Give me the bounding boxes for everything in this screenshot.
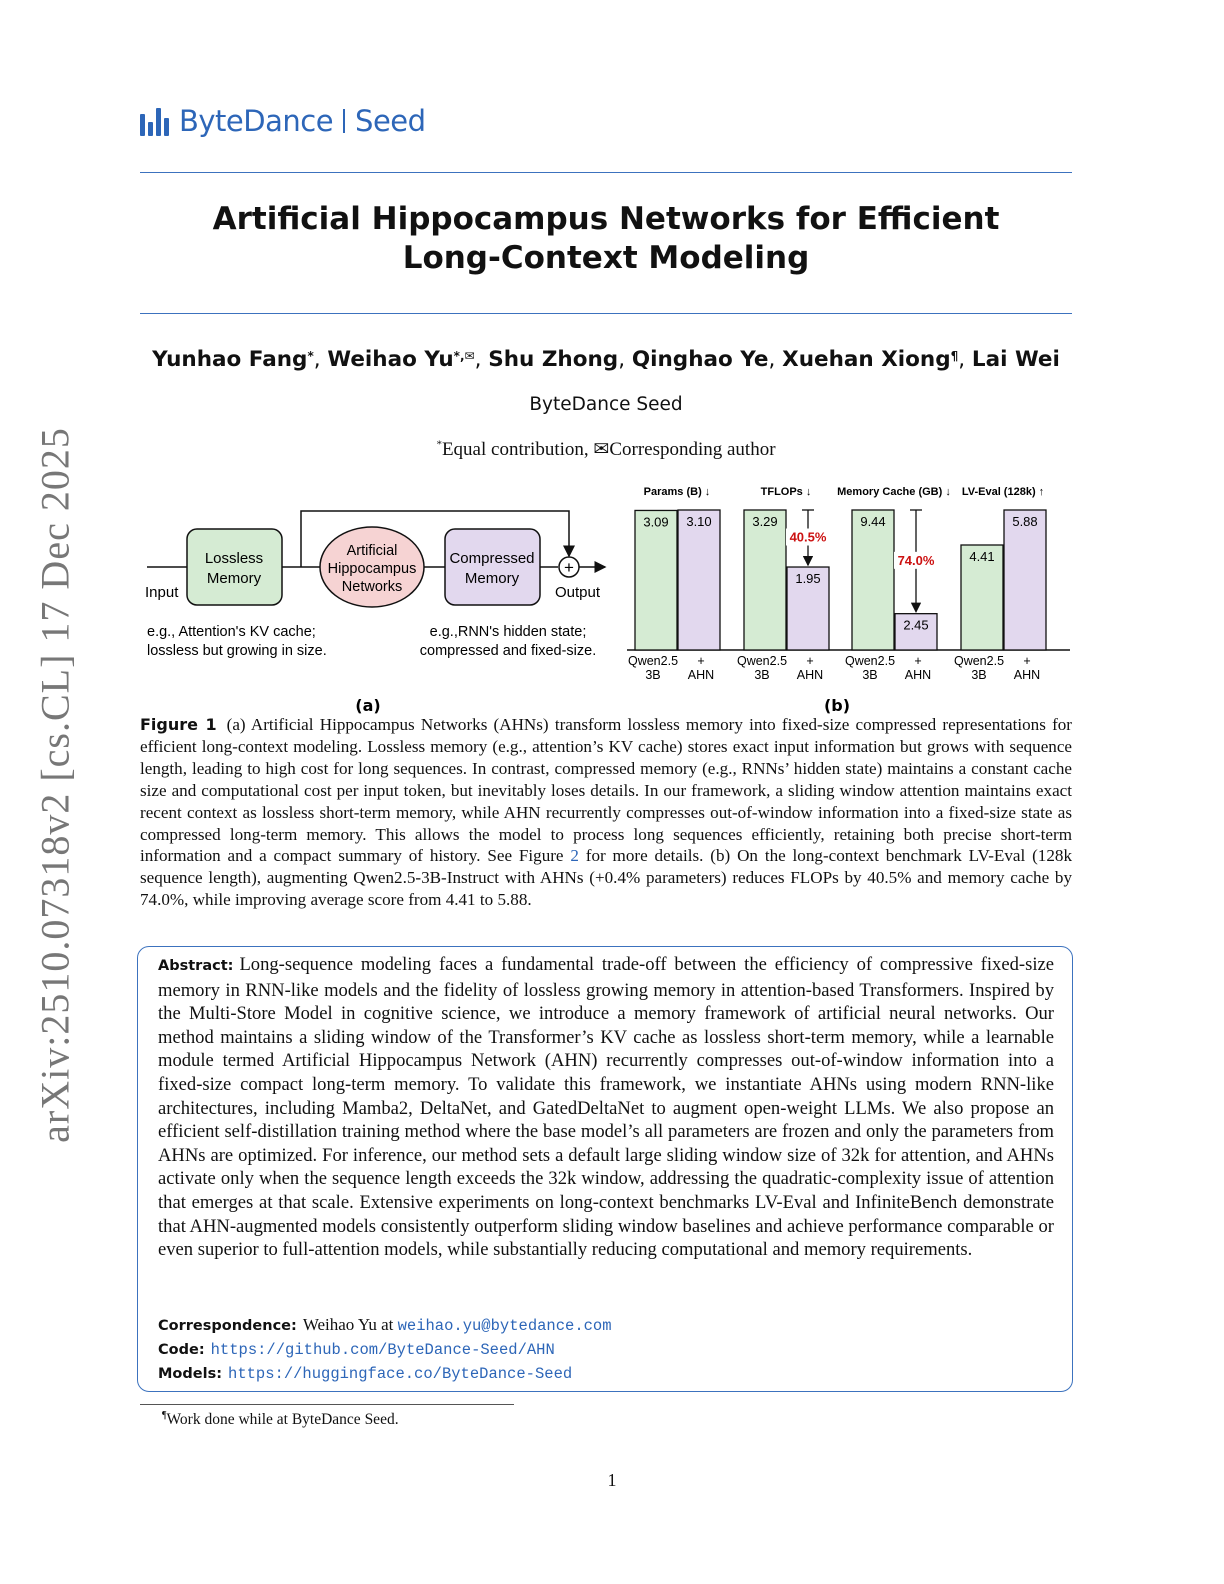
code-link[interactable]: https://github.com/ByteDance-Seed/AHN: [210, 1341, 555, 1359]
lossless-memory-box: [187, 529, 282, 605]
caption-text-a: (a) Artificial Hippocampus Networks (AHNs) transform lossless memory into fixed-size compressed representations for efficient long-context modeling. Lossless memory (e.g., attention’s KV cache) stores exact input information but grows with sequence length, leading to high cost for long sequences. In contrast, compressed memory (e.g., RNNs’ hidden state) maintains a constant cache size and computational cost per input token, but inevitably loses details. In our framework, a sliding window attention maintains exact recent context as lossless short-term memory, while AHN recurrently compresses out-of-window information into a fixed-size state as compressed long-term memory. This allows the model to process long sequences efficiently, retaining both precise short-term information and a compact summary of history. See Figure: [140, 715, 1073, 866]
note-right-2: compressed and fixed-size.: [419, 643, 597, 659]
author-mark: *: [307, 349, 314, 363]
tick-label: AHN: [1013, 668, 1041, 682]
title-line-2: Long-Context Modeling: [402, 240, 810, 276]
models-line: [158, 1363, 572, 1383]
tick-label: 3B: [862, 668, 878, 682]
label-a: (a): [355, 696, 381, 715]
figure-ref-link[interactable]: 2: [570, 846, 579, 866]
tick-label: Qwen2.5: [844, 654, 896, 668]
top-rule: [140, 172, 1072, 173]
contribution-note: [140, 438, 1072, 461]
caption-text-b: for more details. (b) On the long-context benchmark LV-Eval (128k sequence length), augmenting Qwen2.5-3B-Instruct with AHNs (+0.4% parameters) reduces FLOPs by 40.5% and memory cache by 74.0%, while improving average score from 4.41 to 5.88.: [140, 846, 1072, 910]
code-label: Code:: [158, 1342, 205, 1358]
panel-title: TFLOPs ↓: [760, 486, 812, 498]
note-right-1: e.g.,RNN's hidden state;: [429, 624, 587, 640]
arxiv-stamp: arXiv:2510.07318v2 [cs.CL] 17 Dec 2025: [32, 427, 78, 1143]
compressed-label-1: Compressed: [449, 550, 535, 567]
bar: [744, 510, 786, 650]
author-list: Yunhao Fang*, Weihao Yu*,✉, Shu Zhong, Qinghao Ye, Xuehan Xiong¶, Lai Wei: [152, 347, 1060, 372]
abstract: [158, 953, 1054, 1262]
tick-label: 3B: [971, 668, 987, 682]
models-link[interactable]: https://huggingface.co/ByteDance-Seed: [228, 1365, 573, 1383]
reduction-label: 40.5%: [789, 529, 827, 545]
input-label: Input: [145, 584, 179, 601]
correspondence-label: Correspondence:: [158, 1318, 297, 1334]
bar-value-label: 1.95: [795, 571, 821, 587]
figure-caption: [140, 714, 1072, 911]
panel-title: Memory Cache (GB) ↓: [837, 486, 951, 498]
author-mark: ¶: [950, 349, 959, 363]
email-link[interactable]: weihao.yu@bytedance.com: [397, 1317, 612, 1335]
bar: [852, 510, 894, 650]
lossless-label-2: Memory: [206, 570, 262, 587]
bar: [635, 510, 677, 650]
bar: [678, 510, 720, 650]
bar-value-label: 3.09: [643, 514, 669, 530]
memory-diagram: [145, 511, 605, 715]
footnote: [162, 1410, 399, 1429]
tick-label: AHN: [796, 668, 824, 682]
bytedance-seed-logo: [140, 103, 426, 139]
footnote-mark: ¶: [162, 1410, 167, 1421]
tick-label: +: [1023, 654, 1031, 668]
author: Shu Zhong: [488, 347, 619, 372]
author: Lai Wei: [971, 347, 1060, 372]
panel-title: Params (B) ↓: [643, 486, 711, 498]
ahn-label-2: Hippocampus: [327, 561, 417, 577]
note-left-1: e.g., Attention's KV cache;: [147, 624, 316, 640]
tick-label: +: [697, 654, 705, 668]
author: Weihao Yu: [327, 347, 454, 372]
logo-divider: [343, 109, 345, 133]
abstract-label: Abstract:: [158, 958, 234, 974]
tick-label: 3B: [754, 668, 770, 682]
author: Yunhao Fang: [152, 347, 308, 372]
tick-label: AHN: [687, 668, 715, 682]
label-b: (b): [823, 696, 851, 715]
equal-text: Equal contribution,: [441, 439, 594, 460]
tick-label: AHN: [904, 668, 932, 682]
figure-1: [135, 475, 1095, 720]
bar: [1004, 510, 1046, 650]
mail-icon: ✉: [593, 439, 610, 460]
logo-product: Seed: [355, 104, 426, 138]
tick-label: Qwen2.5: [736, 654, 788, 668]
abstract-text: Long-sequence modeling faces a fundamental trade-off between the efficiency of compressive fixed-size memory in RNN-like models and the fidelity of lossless growing memory in attention-based Transformers. Inspired by the Multi-Store Model in cognitive science, we introduce a memory framework of artificial neural networks. Our method maintains a sliding window of the Transformer’s KV cache as lossless short-term memory, while a learnable module termed Artificial Hippocampus Network (AHN) recurrently compresses out-of-window information into a fixed-size compact long-term memory. To validate this framework, we instantiate AHNs using modern RNN-like architectures, including Mamba2, DeltaNet, and GatedDeltaNet to augment open-weight LLMs. We also propose an efficient self-distillation training method where the base model’s all parameters are frozen and only the parameters from AHNs are optimized. For inference, our method sets a default large sliding window size of 32k for attention, and AHNs activate only when the sequence length exceeds the 32k window, addressing the quadratic-complexity issue of attention that emerges at that scale. Extensive experiments on long-context benchmarks LV-Eval and InfiniteBench demonstrate that AHN-augmented models consistently outperform sliding window baselines and achieve performance comparable or even superior to full-attention models, while substantially reducing computational and memory requirements.: [158, 954, 1054, 1261]
equal-star: *: [436, 438, 442, 451]
compressed-label-2: Memory: [464, 570, 520, 587]
title-rule: [140, 313, 1072, 314]
compressed-memory-box: [445, 529, 540, 605]
models-label: Models:: [158, 1366, 223, 1382]
reduction-label: 74.0%: [897, 552, 935, 568]
panel-title: LV-Eval (128k) ↑: [961, 486, 1045, 498]
bar-value-label: 3.10: [686, 514, 712, 529]
tick-label: 3B: [645, 668, 661, 682]
author: Xuehan Xiong: [782, 347, 951, 372]
correspondence-text: Weihao Yu at: [302, 1315, 398, 1334]
note-left-2: lossless but growing in size.: [147, 643, 327, 659]
bar-value-label: 9.44: [860, 514, 886, 529]
bar-value-label: 4.41: [969, 549, 995, 564]
lossless-label-1: Lossless: [204, 550, 264, 567]
logo-bars-icon: [140, 106, 169, 136]
plus-sign: +: [564, 558, 574, 577]
ahn-label-3: Networks: [341, 579, 403, 595]
bar-value-label: 3.29: [752, 514, 778, 529]
ahn-label-1: Artificial: [346, 543, 398, 559]
bar-value-label: 2.45: [903, 617, 929, 633]
bar-chart-panels: [627, 486, 1070, 682]
affiliation: ByteDance Seed: [529, 394, 683, 415]
author: Qinghao Ye: [631, 347, 769, 372]
paper-title: [140, 200, 1072, 278]
logo-brand: ByteDance: [179, 104, 334, 138]
author-mark: *,✉: [453, 349, 475, 363]
correspondence-line: [158, 1315, 612, 1335]
code-line: [158, 1339, 555, 1359]
caption-label: Figure 1: [140, 715, 217, 734]
page-number: 1: [607, 1470, 617, 1490]
bar-value-label: 5.88: [1012, 514, 1038, 529]
tick-label: Qwen2.5: [953, 654, 1005, 668]
tick-label: +: [806, 654, 814, 668]
footnote-rule: [140, 1404, 514, 1405]
corr-text: Corresponding author: [609, 439, 776, 460]
tick-label: +: [914, 654, 922, 668]
footnote-text: Work done while at ByteDance Seed.: [166, 1411, 399, 1429]
output-label: Output: [555, 584, 601, 601]
tick-label: Qwen2.5: [627, 654, 679, 668]
title-line-1: Artificial Hippocampus Networks for Efficient: [212, 201, 1000, 237]
